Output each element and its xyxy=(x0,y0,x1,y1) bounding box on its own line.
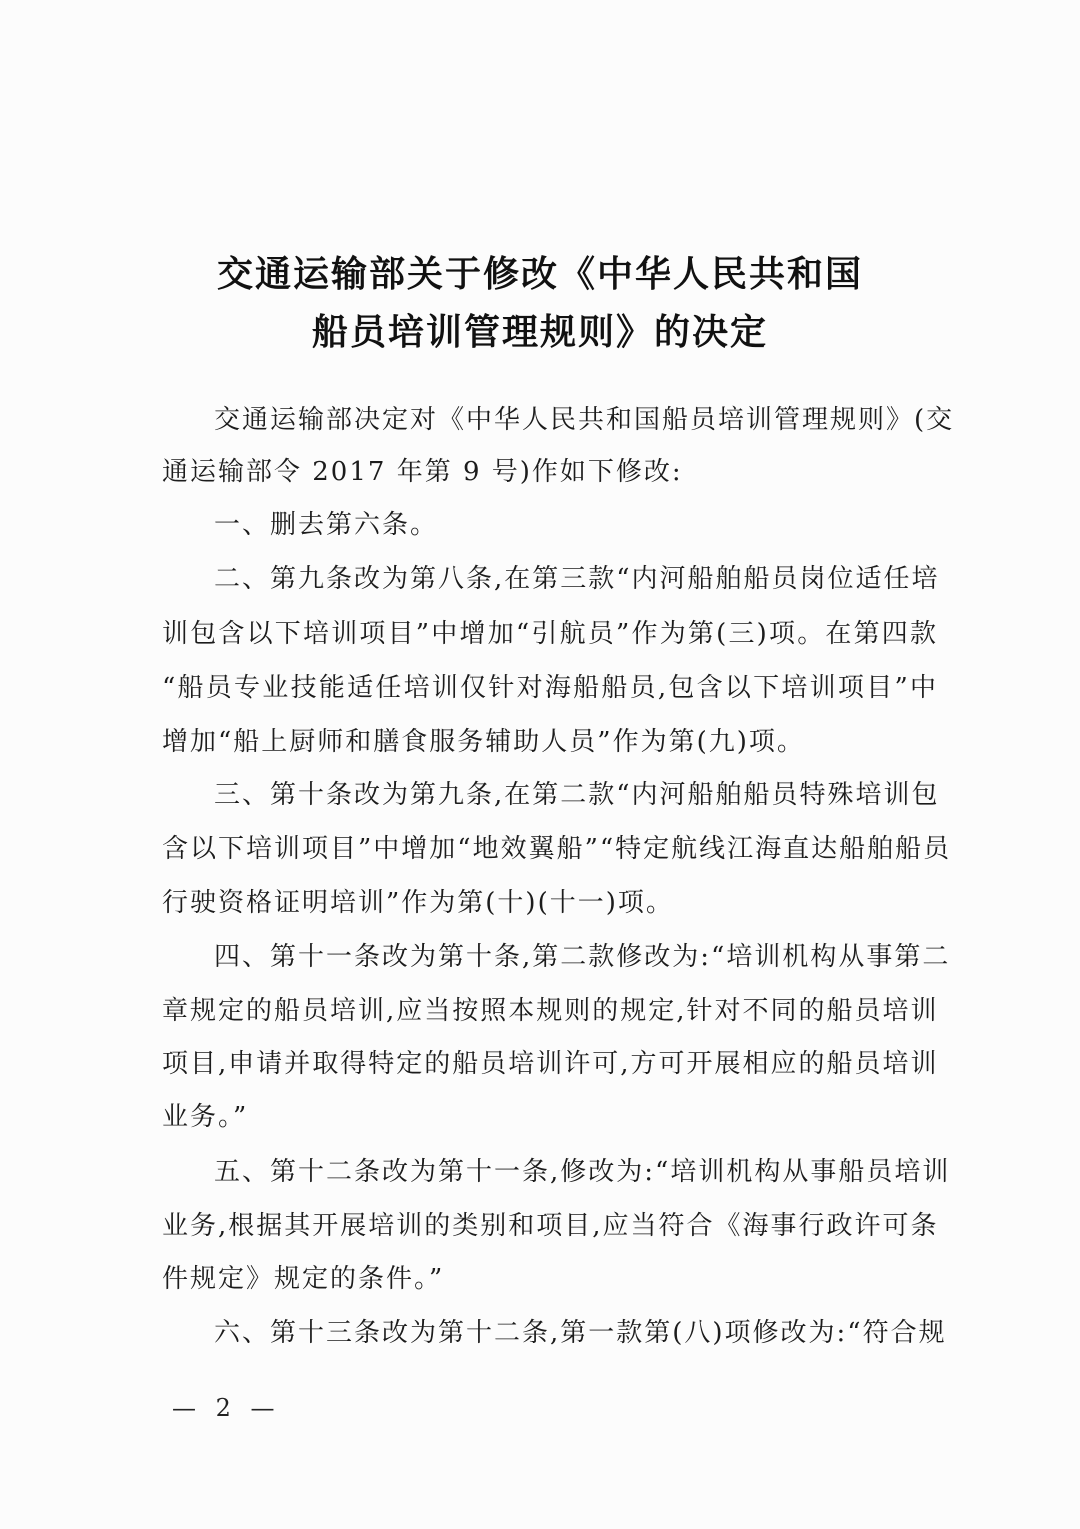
body-line: “船员专业技能适任培训仅针对海船船员,包含以下培训项目”中 xyxy=(162,673,938,703)
body-line: 含以下培训项目”中增加“地效翼船”“特定航线江海直达船舶船员 xyxy=(162,834,952,864)
body-line: 件规定》规定的条件。” xyxy=(162,1264,445,1294)
body-line: 交通运输部决定对《中华人民共和国船员培训管理规则》(交 xyxy=(214,405,955,435)
body-line: 训包含以下培训项目”中增加“引航员”作为第(三)项。在第四款 xyxy=(162,619,938,649)
document-title-line-1: 交通运输部关于修改《中华人民共和国 xyxy=(216,254,863,295)
body-line: 二、第九条改为第八条,在第三款“内河船舶船员岗位适任培 xyxy=(214,564,940,594)
body-line: 增加“船上厨师和膳食服务辅助人员”作为第(九)项。 xyxy=(162,727,805,757)
page-number: — 2 — xyxy=(172,1394,281,1422)
body-line: 五、第十二条改为第十一条,修改为:“培训机构从事船员培训 xyxy=(214,1157,951,1187)
body-line: 三、第十条改为第九条,在第二款“内河船舶船员特殊培训包 xyxy=(214,780,940,810)
document-title-line-2: 船员培训管理规则》的决定 xyxy=(311,312,768,353)
body-line: 章规定的船员培训,应当按照本规则的规定,针对不同的船员培训 xyxy=(162,996,939,1026)
body-line: 四、第十一条改为第十条,第二款修改为:“培训机构从事第二 xyxy=(214,942,951,972)
body-line: 业务。” xyxy=(162,1102,249,1132)
body-line: 通运输部令 2017 年第 9 号)作如下修改: xyxy=(162,457,683,487)
body-line: 行驶资格证明培训”作为第(十)(十一)项。 xyxy=(162,888,674,918)
body-line: 业务,根据其开展培训的类别和项目,应当符合《海事行政许可条 xyxy=(162,1211,939,1241)
body-line: 六、第十三条改为第十二条,第一款第(八)项修改为:“符合规 xyxy=(214,1318,947,1348)
body-line: 项目,申请并取得特定的船员培训许可,方可开展相应的船员培训 xyxy=(162,1049,939,1079)
body-line: 一、删去第六条。 xyxy=(214,510,439,540)
